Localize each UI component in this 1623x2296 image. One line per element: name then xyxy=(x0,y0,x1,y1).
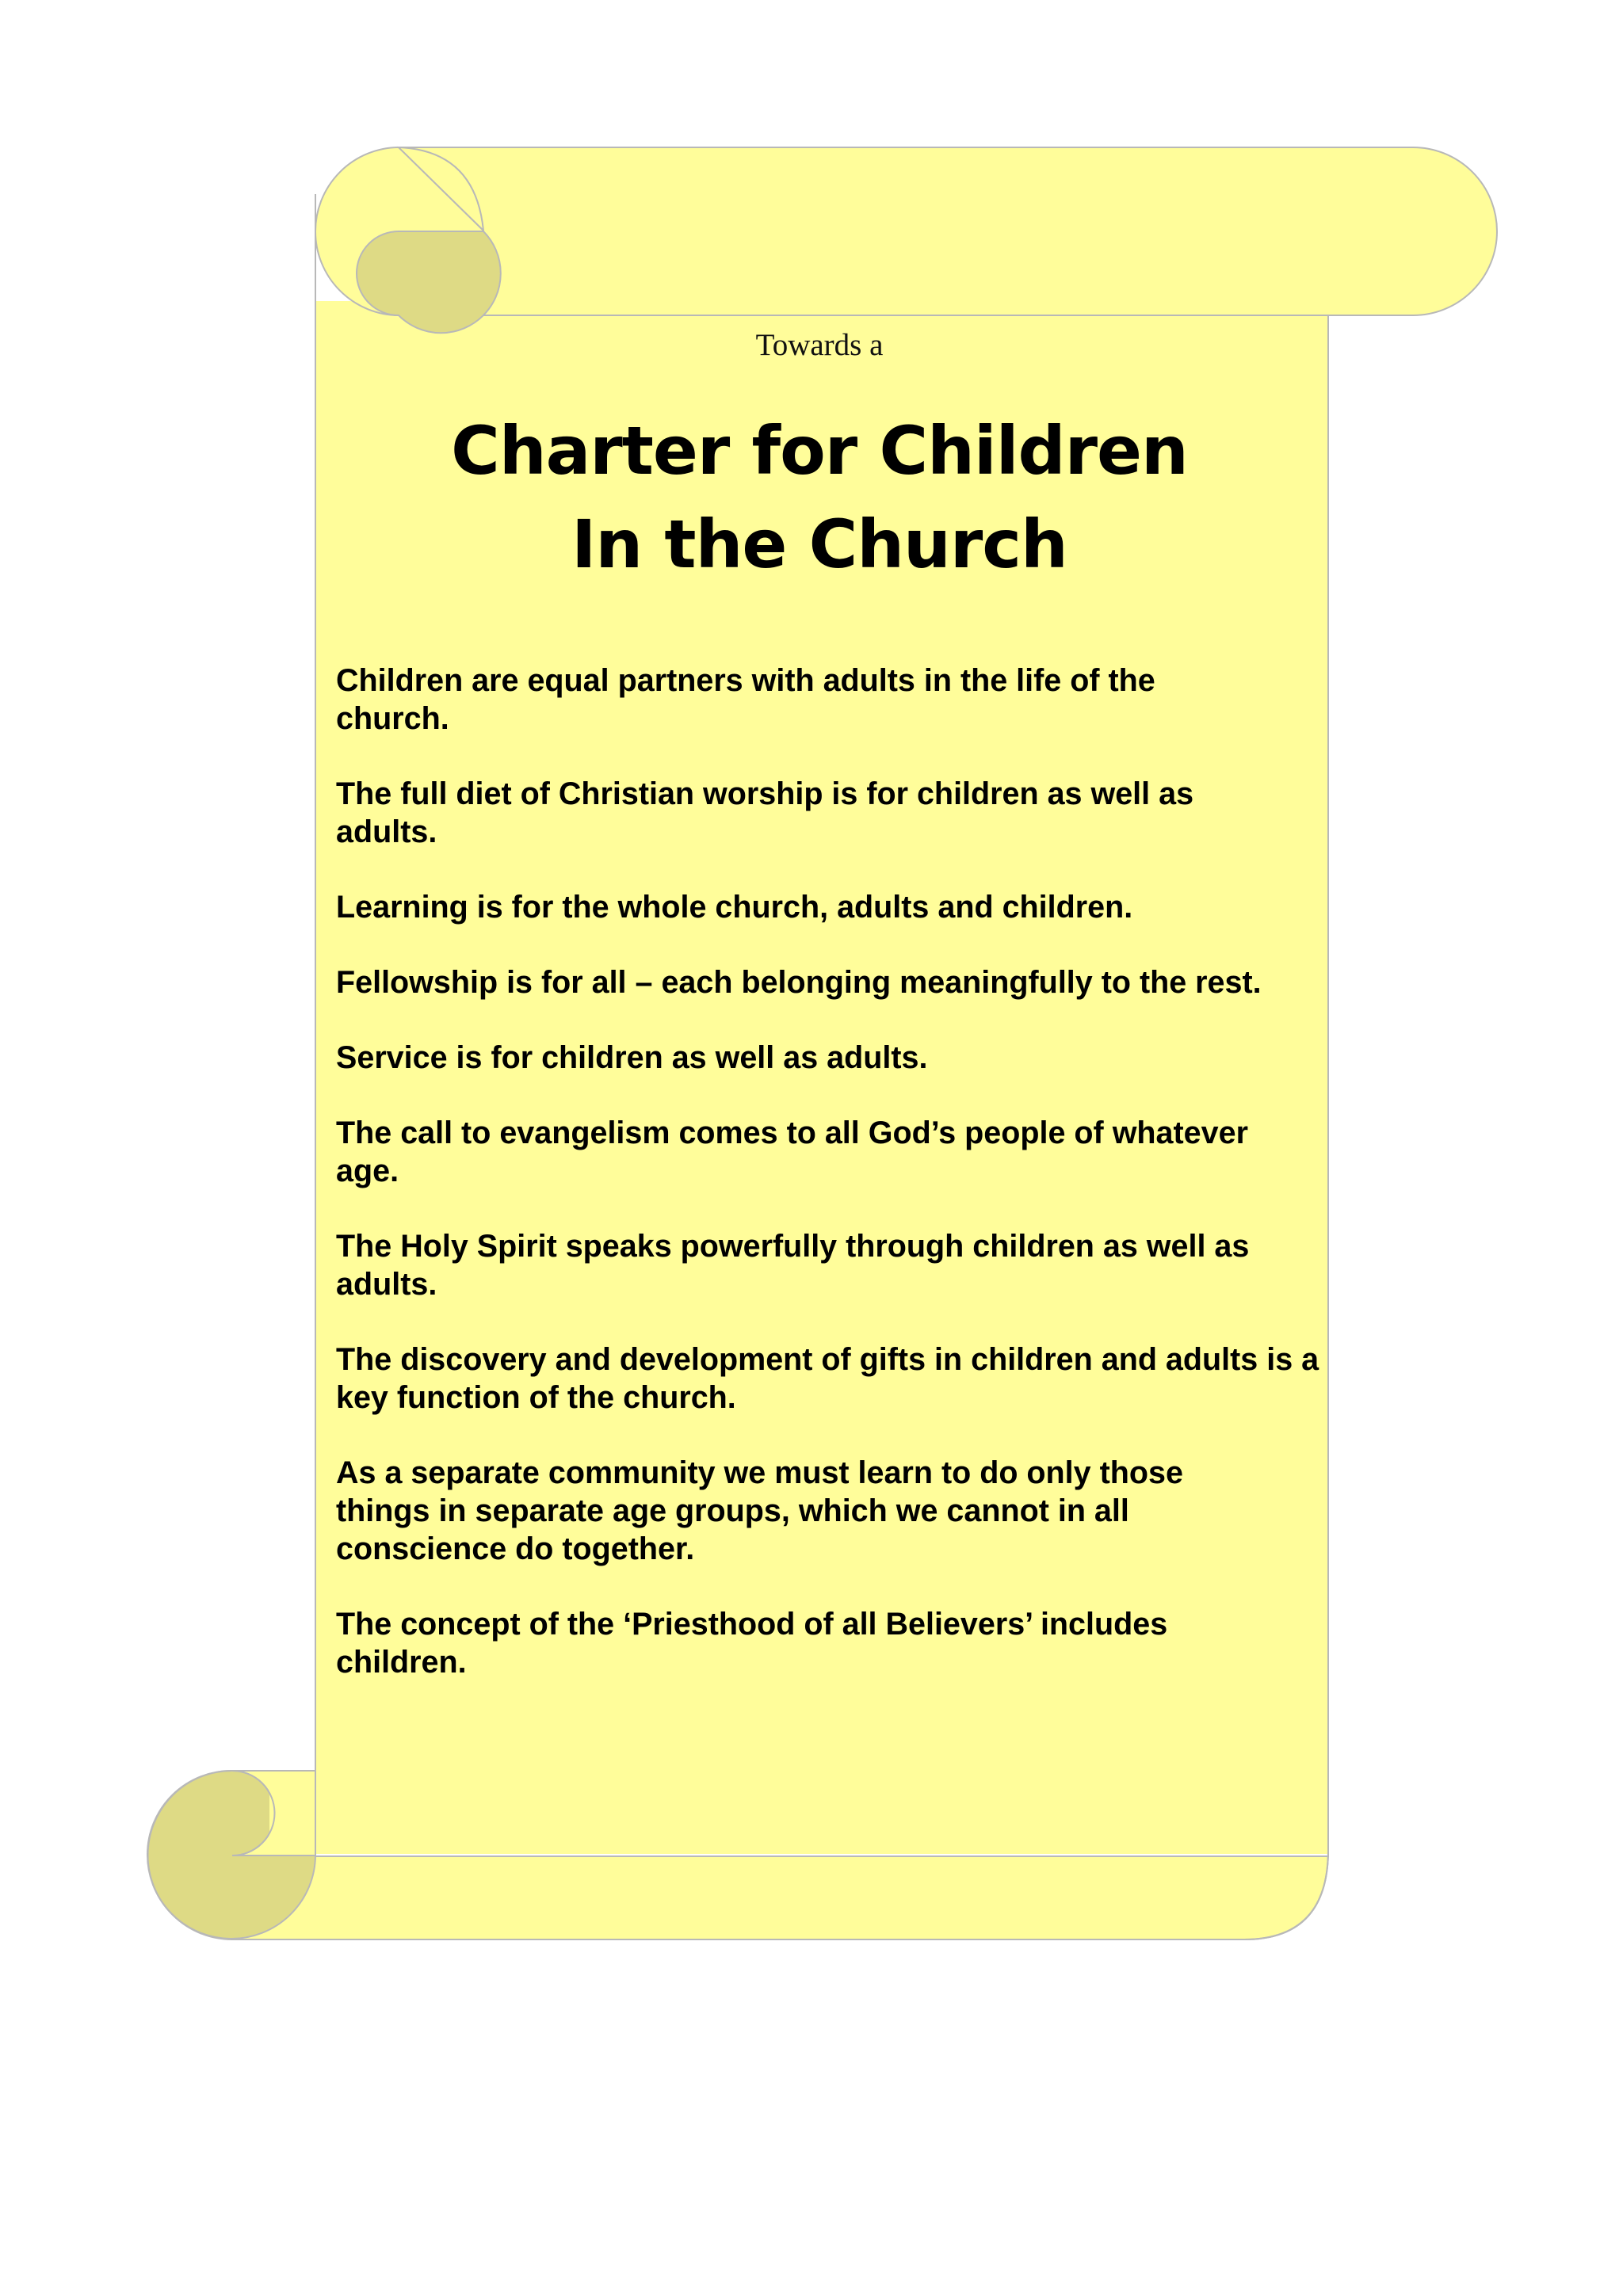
charter-article: The discovery and development of gifts in children and adults is a key function of the church. xyxy=(336,1342,1319,1415)
title-line-1: Charter for Children xyxy=(451,412,1188,490)
charter-article: As a separate community we must learn to do only those things in separate age groups, which we cannot in all conscience do together. xyxy=(336,1455,1183,1566)
charter-article: The concept of the ‘Priesthood of all Believers’ includes children. xyxy=(336,1607,1168,1680)
title-line-2: In the Church xyxy=(571,505,1067,583)
charter-article: The call to evangelism comes to all God’s people of whatever age. xyxy=(336,1116,1248,1188)
charter-article: The full diet of Christian worship is for children as well as adults. xyxy=(336,776,1194,849)
charter-article: Children are equal partners with adults in the life of the church. xyxy=(336,663,1155,736)
charter-article: Fellowship is for all – each belonging meaningfully to the rest. xyxy=(336,965,1262,1000)
page-title xyxy=(317,404,1322,591)
charter-article: The Holy Spirit speaks powerfully through children as well as adults. xyxy=(336,1229,1250,1302)
charter-article: Learning is for the whole church, adults and children. xyxy=(336,890,1133,925)
charter-articles xyxy=(336,662,1327,1718)
intro-text: Towards a xyxy=(755,328,884,362)
charter-article: Service is for children as well as adults. xyxy=(336,1040,928,1075)
